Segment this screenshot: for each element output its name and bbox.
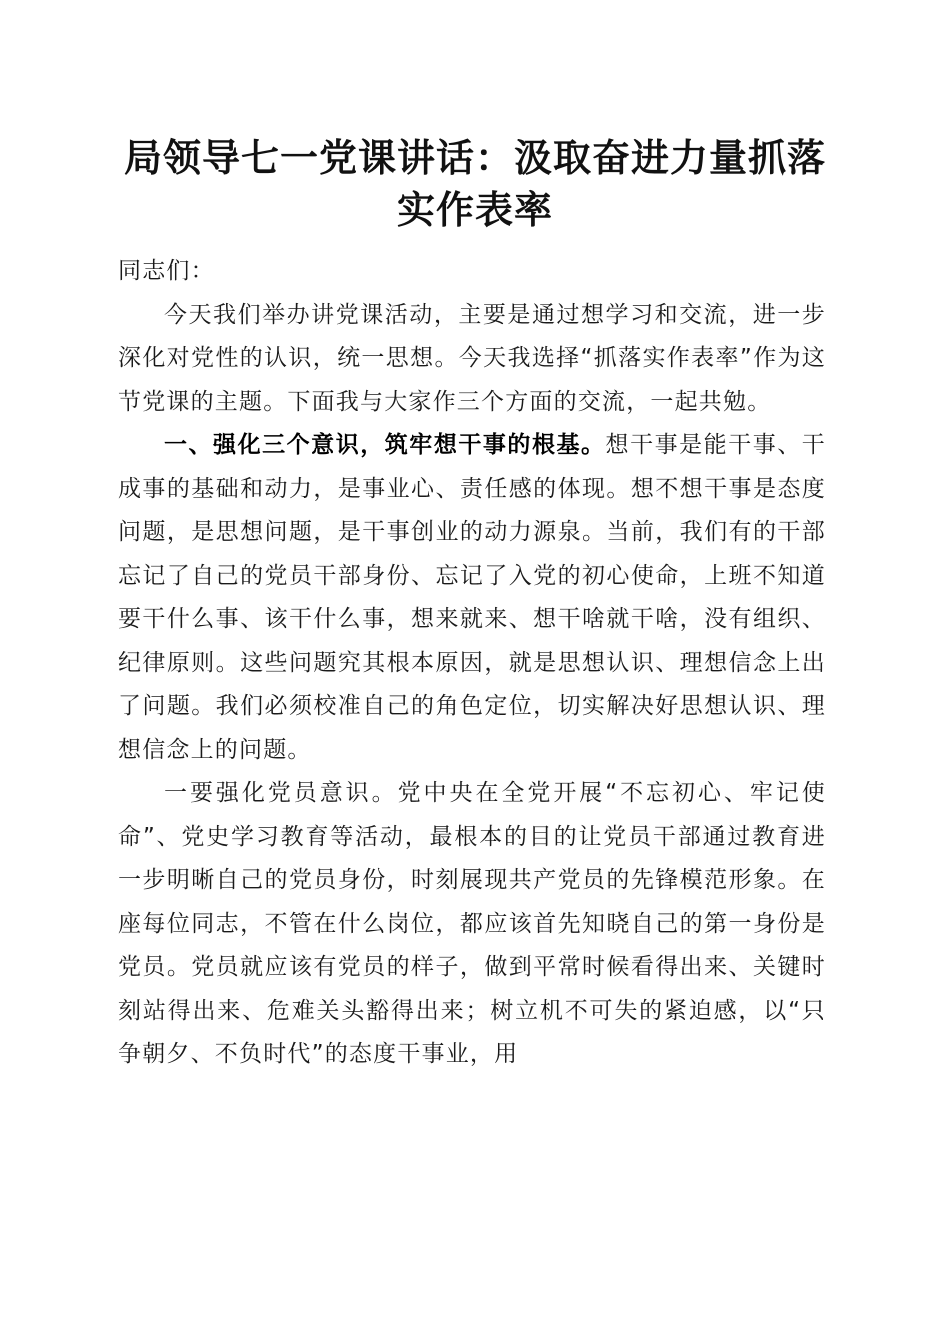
paragraph-intro — [118, 294, 826, 425]
paragraph-section-one — [118, 424, 826, 772]
document-title: 局领导七一党课讲话：汲取奋进力量抓落实作表率 — [123, 135, 826, 232]
paragraph-party-awareness — [118, 772, 826, 1077]
salutation: 同志们： — [118, 258, 215, 284]
paragraph-text: 今天我们举办讲党课活动，主要是通过想学习和交流，进一步深化对党性的认识，统一思想。今天我选择“抓落实作表率”作为这节党课的主题。下面我与大家作三个方面的交流，一起共勉。 — [118, 301, 826, 415]
paragraph-text: 一要强化党员意识。党中央在全党开展“不忘初心、牢记使命”、党史学习教育等活动，最根本的目的让党员干部通过教育进一步明晰自己的党员身份，时刻展现共产党员的先锋模范形象。在座每位同志，不管在什么岗位，都应该首先知晓自己的第一身份是党员。党员就应该有党员的样子，做到平常时候看得出来、关键时刻站得出来、危难关头豁得出来；树立机不可失的紧迫感，以“只争朝夕、不负时代”的态度干事业，用 — [118, 780, 826, 1067]
paragraph-text: 想干事是能干事、干成事的基础和动力，是事业心、责任感的体现。想不想干事是态度问题，是思想问题，是干事创业的动力源泉。当前，我们有的干部忘记了自己的党员干部身份、忘记了入党的初心使命，上班不知道要干什么事、该干什么事，想来就来、想干啥就干啥，没有组织、纪律原则。这些问题究其根本原因，就是思想认识、理想信念上出了问题。我们必须校准自己的角色定位，切实解决好思想认识、理想信念上的问题。 — [118, 432, 826, 763]
section-heading: 一、强化三个意识，筑牢想干事的根基。 — [164, 432, 606, 458]
document-body — [118, 250, 826, 1077]
